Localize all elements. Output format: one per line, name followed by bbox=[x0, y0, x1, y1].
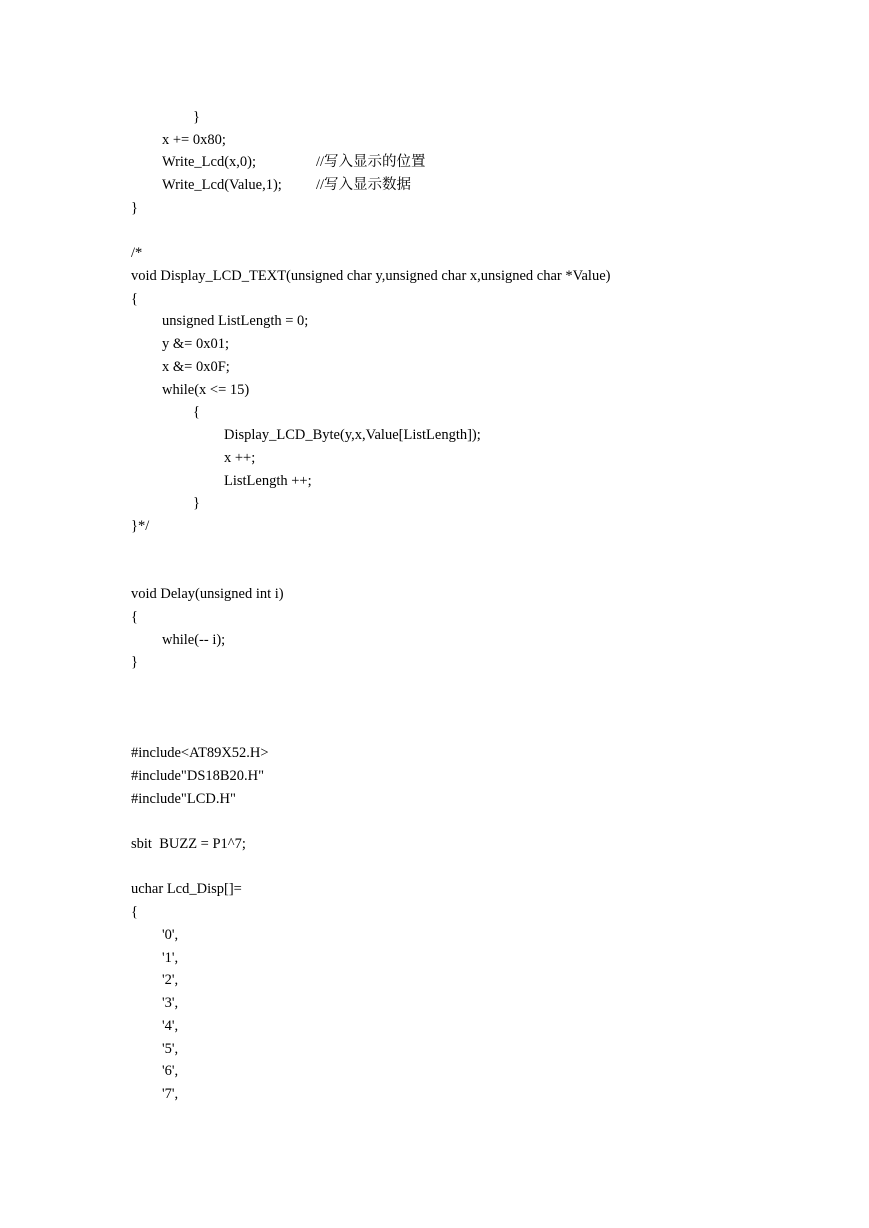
code-line: { bbox=[131, 291, 138, 307]
code-line: #include<AT89X52.H> bbox=[131, 745, 269, 761]
code-line: ListLength ++; bbox=[224, 473, 312, 489]
code-line: uchar Lcd_Disp[]= bbox=[131, 881, 242, 897]
code-line: '1', bbox=[162, 950, 179, 966]
code-line: '6', bbox=[162, 1063, 179, 1079]
code-line: x += 0x80; bbox=[162, 132, 226, 148]
code-comment: //写入显示的位置 bbox=[316, 154, 426, 170]
code-line: { bbox=[193, 404, 200, 420]
code-line: '7', bbox=[162, 1086, 179, 1102]
code-line: { bbox=[131, 609, 138, 625]
code-line: #include"LCD.H" bbox=[131, 791, 236, 807]
code-comment: //写入显示数据 bbox=[316, 177, 412, 193]
code-line: Write_Lcd(Value,1); bbox=[162, 177, 282, 193]
code-line: #include"DS18B20.H" bbox=[131, 768, 265, 784]
code-line: '5', bbox=[162, 1041, 179, 1057]
code-line: { bbox=[131, 904, 138, 920]
code-line: void Delay(unsigned int i) bbox=[131, 586, 284, 602]
code-line: Display_LCD_Byte(y,x,Value[ListLength]); bbox=[224, 427, 481, 443]
code-line: Write_Lcd(x,0); bbox=[162, 154, 257, 170]
code-line: }*/ bbox=[131, 518, 150, 534]
code-line: '4', bbox=[162, 1018, 179, 1034]
code-line: unsigned ListLength = 0; bbox=[162, 313, 309, 329]
code-line: sbit BUZZ = P1^7; bbox=[131, 836, 246, 852]
code-line: '2', bbox=[162, 972, 179, 988]
code-line: '3', bbox=[162, 995, 179, 1011]
code-line: void Display_LCD_TEXT(unsigned char y,unsigned char x,unsigned char *Value) bbox=[131, 268, 611, 284]
code-line: } bbox=[131, 654, 138, 670]
code-line: while(x <= 15) bbox=[162, 382, 250, 398]
code-line: y &= 0x01; bbox=[162, 336, 229, 352]
code-line: while(-- i); bbox=[162, 632, 226, 648]
code-line: x &= 0x0F; bbox=[162, 359, 230, 375]
code-line: } bbox=[131, 200, 138, 216]
code-line: /* bbox=[131, 245, 143, 261]
code-line: } bbox=[193, 495, 200, 511]
code-line: '0', bbox=[162, 927, 179, 943]
code-line: } bbox=[193, 109, 200, 125]
code-line: x ++; bbox=[224, 450, 256, 466]
